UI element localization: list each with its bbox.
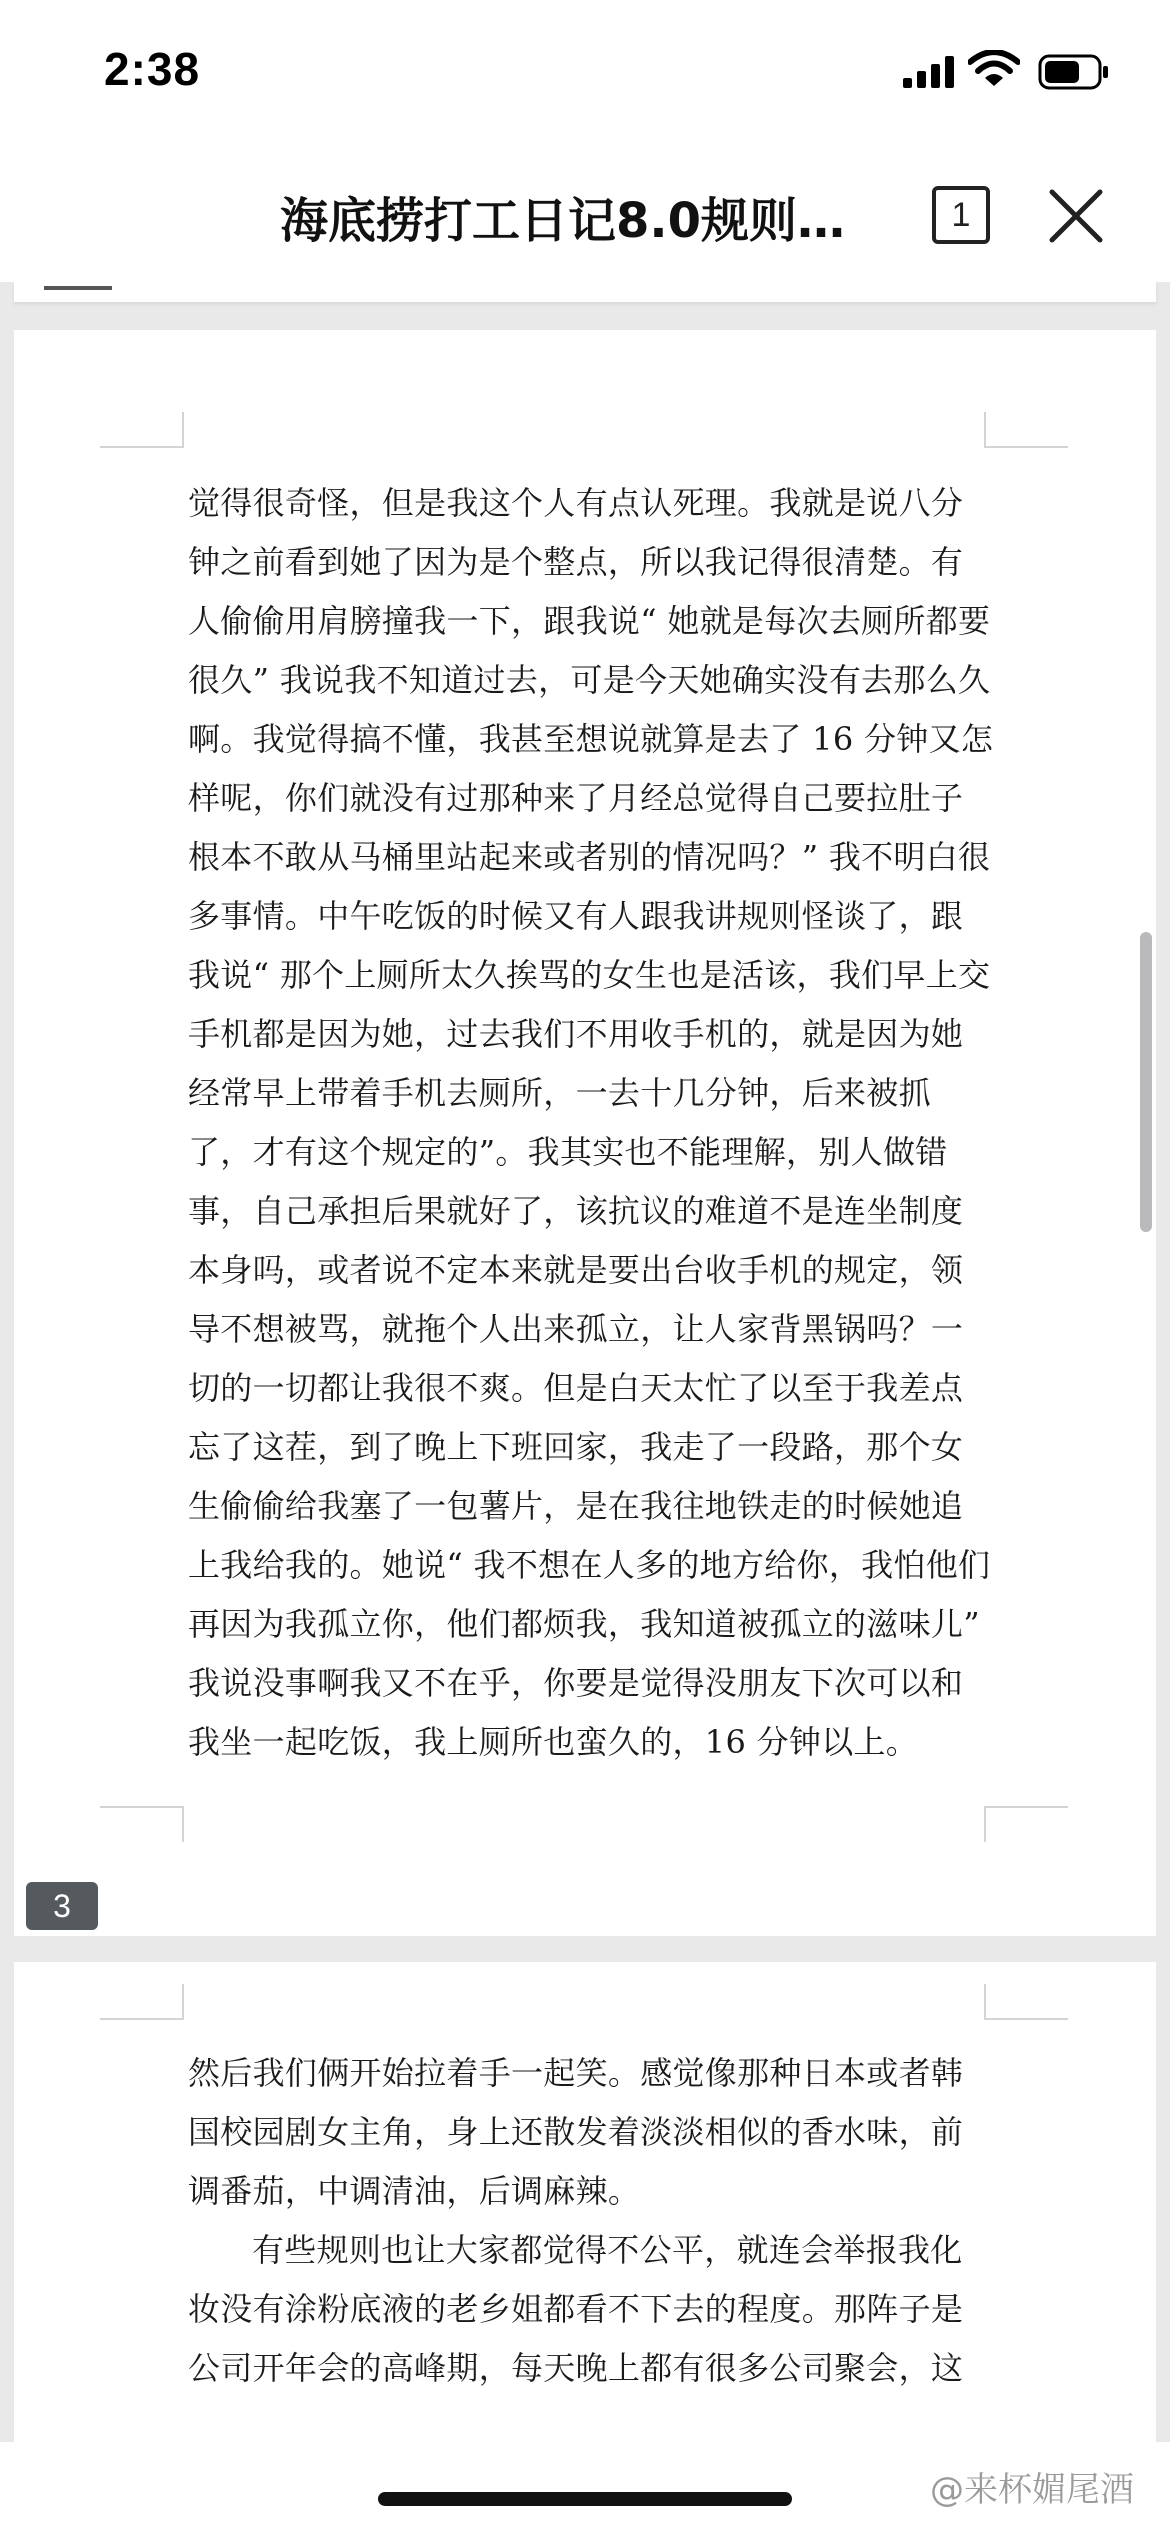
document-page-3 [14,330,1156,1936]
crop-mark [984,2018,1068,2020]
previous-page-edge [14,282,1156,302]
crop-mark [182,1806,184,1842]
crop-mark [984,1984,986,2020]
previous-page-marker [44,286,112,290]
status-bar [0,0,1170,140]
crop-mark [984,1806,1068,1808]
paragraph: 然后我们俩开始拉着手一起笑。感觉像那种日本或者韩国校园剧女主角，身上还散发着淡淡相似的香水味，前调番茄，中调清油，后调麻辣。 [188,2054,964,2210]
crop-mark [984,412,986,448]
battery-icon [1038,54,1110,90]
status-time: 2:38 [104,43,201,95]
document-title: 海底捞打工日记8.0规则… [280,193,846,249]
page-number-badge: 3 [26,1882,98,1930]
paragraph-cut-off: 公司开年会的高峰期，每天晚上都有很多公司聚会，这 [188,2349,964,2387]
document-viewport[interactable] [0,282,1170,2442]
home-indicator[interactable] [378,2492,792,2506]
signal-icon [903,56,955,88]
page-4-text [188,2044,994,2398]
crop-mark [100,1806,184,1808]
document-header [0,140,1170,290]
scrollbar-thumb[interactable] [1140,932,1152,1232]
wifi-icon [968,50,1020,88]
crop-mark [100,2018,184,2020]
crop-mark [984,446,1068,448]
close-icon[interactable] [1044,184,1108,248]
watermark-text: @来杯媚尾酒 [930,2470,1134,2510]
page-count-button[interactable]: 1 [932,186,990,244]
page-3-text: 觉得很奇怪，但是我这个人有点认死理。我就是说八分钟之前看到她了因为是个整点，所以我记得很清楚。有人偷偷用肩膀撞我一下，跟我说“ 她就是每次去厕所都要很久” 我说我不知道过去，可是今天她确实没有去那么久啊。我觉得搞不懂，我甚至想说就算是去了 16 分钟又怎样呢，你们就没有过那种来了月经总觉得自己要拉肚子根本不敢从马桶里站起来或者别的情况吗？” 我不明白很多事情。中午吃饭的时候又有人跟我讲规则怪谈了，跟我说“ 那个上厕所太久挨骂的女生也是活该，我们早上交手机都是因为她，过去我们不用收手机的，就是因为她经常早上带着手机去厕所，一去十几分钟，后来被抓了，才有这个规定的”。我其实也不能理解，别人做错事，自己承担后果就好了，该抗议的难道不是连坐制度本身吗，或者说不定本来就是要出台收手机的规定，领导不想被骂，就拖个人出来孤立，让人家背黑锅吗？一切的一切都让我很不爽。但是白天太忙了以至于我差点忘了这茬，到了晚上下班回家，我走了一段路，那个女生偷偷给我塞了一包薯片，是在我往地铁走的时候她追上我给我的。她说“ 我不想在人多的地方给你，我怕他们再因为我孤立你，他们都烦我，我知道被孤立的滋味儿” 我说没事啊我又不在乎，你要是觉得没朋友下次可以和我坐一起吃饭，我上厕所也蛮久的，16 分钟以上。 [188,484,994,1761]
crop-mark [182,412,184,448]
paragraph: 有些规则也让大家都觉得不公平，就连会举报我化妆没有涂粉底液的老乡姐都看不下去的程度。那阵子是 [188,2231,964,2328]
document-page-4 [14,1962,1156,2442]
crop-mark [984,1806,986,1842]
crop-mark [182,1984,184,2020]
crop-mark [100,446,184,448]
